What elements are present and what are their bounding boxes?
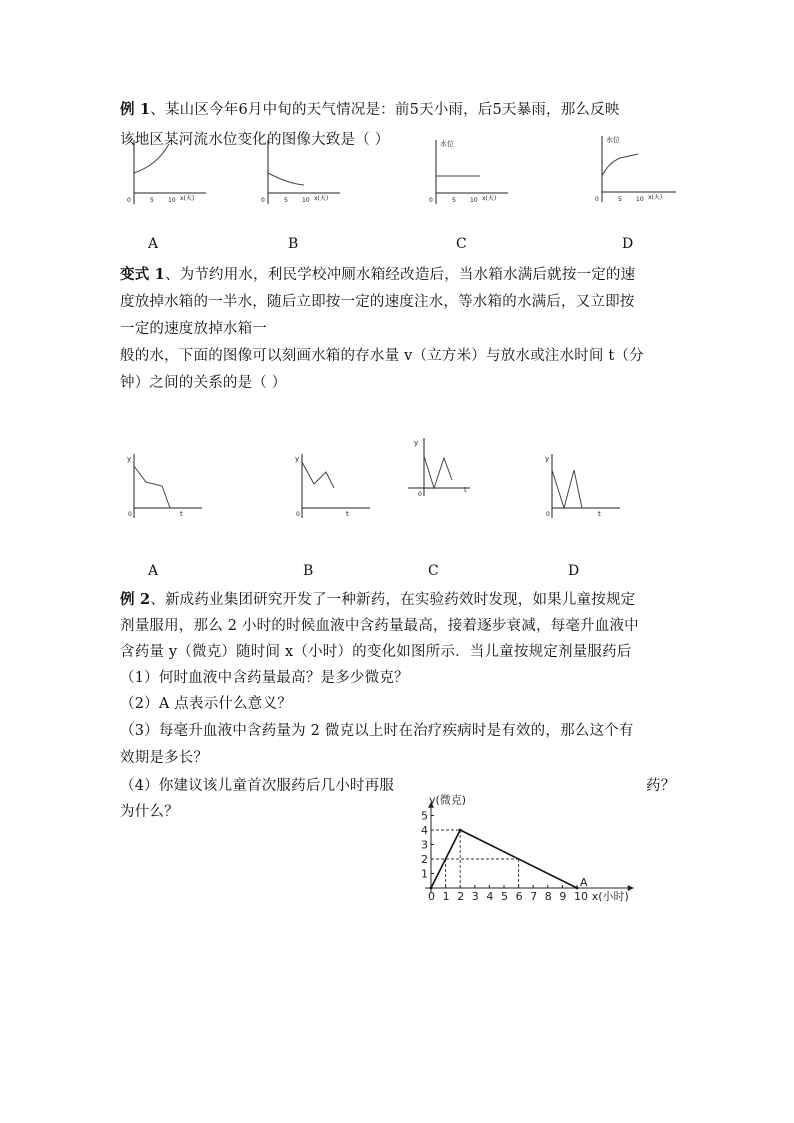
y-tick-label: 3 [421,838,428,852]
x-tick-label: 10 [574,890,588,903]
x-tick-label: 0 [428,890,435,903]
tick-10: 10 [636,196,644,203]
variant1-option-b: B [303,563,314,579]
x-axis-label: x(天) [180,195,195,202]
example2-question-4-line2: 为什么？ [120,804,179,820]
tick-5: 5 [618,196,622,203]
y-axis-label: y [295,455,300,463]
y-tick-label: 2 [421,853,428,866]
x-axis-label: t [346,510,349,518]
y-tick-label: 5 [421,809,428,823]
data-point [576,887,579,890]
x-tick-label: 5 [501,890,508,903]
variant1-option-d: D [568,563,580,579]
variant1-graph-c [408,436,492,502]
x-tick-label: 1 [442,890,450,903]
x-tick-label: 6 [515,890,523,903]
x-tick-label: 2 [457,890,465,903]
variant1-line3: 一定的速度放掉水箱一 [120,321,267,337]
x-tick-label: 9 [559,890,567,903]
tick-0: 0 [595,196,599,203]
drug-concentration-chart [410,793,640,906]
example2-question-1: （1）何时血液中含药量最高？是多少微克？ [120,670,409,686]
x-tick-label: 3 [471,890,479,903]
example1-title: 例 1 [120,101,151,118]
origin-label: 0 [296,511,300,518]
example1-graph-c [420,138,510,208]
x-axis-label: x(天) [648,194,663,201]
example1-option-c: C [456,236,467,252]
y-axis-label: 水位 [440,140,454,148]
origin-label: 0 [546,511,550,518]
y-axis-label: y [127,455,132,463]
tick-5: 5 [284,197,288,204]
variant1-graph-b [292,452,372,518]
data-point [430,887,433,890]
tick-0: 0 [429,197,433,204]
example1-option-b: B [288,236,299,252]
tick-10: 10 [168,197,176,204]
example1-option-d: D [622,236,634,252]
data-point [459,829,462,832]
x-axis-label: x(小时) [591,890,629,903]
example1-line2: 该地区某河流水位变化的图像大致是（ ） [120,132,390,148]
x-axis-label: t [598,510,601,518]
x-tick-label: 7 [530,890,538,903]
example2-title: 例 2 [120,591,151,608]
variant1-graph-a [124,452,204,518]
example2-question-3-line2: 效期是多长？ [120,750,209,766]
y-axis-label: y(微克) [429,793,467,807]
example1-graph-d [586,134,678,208]
y-axis-label: y [545,455,550,463]
variant1-line1: 变式 1、为节约用水，利民学校冲厕水箱经改造后，当水箱水满后就按一定的速 [120,266,636,283]
x-axis-label: t [180,510,183,518]
variant1-graph-d [542,452,622,518]
example2-line2: 剂量服用，那么 2 小时的时候血液中含药量最高，接着逐步衰减，每毫升血液中 [120,618,639,634]
x-axis-label: x(天) [314,195,329,202]
example1-line1: 例 1、某山区今年6月中旬的天气情况是：前5天小雨，后5天暴雨，那么反映 [120,101,620,118]
y-tick-label: 1 [421,867,428,881]
x-tick-label: 4 [486,890,494,903]
example2-line1: 例 2、新成药业集团研究开发了一种新药，在实验药效时发现，如果儿童按规定 [120,591,636,608]
origin-label: 0 [418,491,422,498]
variant1-line5: 钟）之间的关系的是（ ） [120,375,287,391]
point-a-label: A [580,876,588,889]
tick-0: 0 [261,197,265,204]
y-axis-label: 水位 [606,136,620,144]
tick-5: 5 [150,197,154,204]
variant1-title: 变式 1 [120,266,165,283]
example2-question-3-line1: （3）每毫升血液中含药量为 2 微克以上时在治疗疾病时是有效的，那么这个有 [120,723,634,739]
example2-question-4-left: （4）你建议该儿童首次服药后几小时再服 [120,778,395,794]
variant1-line2: 度放掉水箱的一半水，随后立即按一定的速度注水，等水箱的水满后，又立即按 [120,294,635,310]
example1-graph-a [118,138,208,208]
example2-line3: 含药量 y（微克）随时间 x（小时）的变化如图所示．当儿童按规定剂量服药后 [120,644,632,660]
variant1-option-a: A [148,563,159,579]
tick-10: 10 [302,197,310,204]
variant1-line4: 般的水，下面的图像可以刻画水箱的存水量 v（立方米）与放水或注水时间 t（分 [120,348,644,364]
x-axis-label: x(天) [482,195,497,202]
example2-question-2: （2）A 点表示什么意义？ [120,696,292,712]
tick-0: 0 [127,197,131,204]
x-axis-label: t [464,486,467,494]
example1-graph-b [252,138,342,208]
example2-question-4-right: 药？ [646,778,676,794]
x-tick-label: 8 [544,890,552,903]
y-tick-label: 4 [421,824,428,837]
y-axis-label: y [414,439,419,447]
variant1-option-c: C [428,563,439,579]
example1-option-a: A [148,236,159,252]
tick-10: 10 [470,197,478,204]
origin-label: 0 [128,511,132,518]
tick-5: 5 [452,197,456,204]
